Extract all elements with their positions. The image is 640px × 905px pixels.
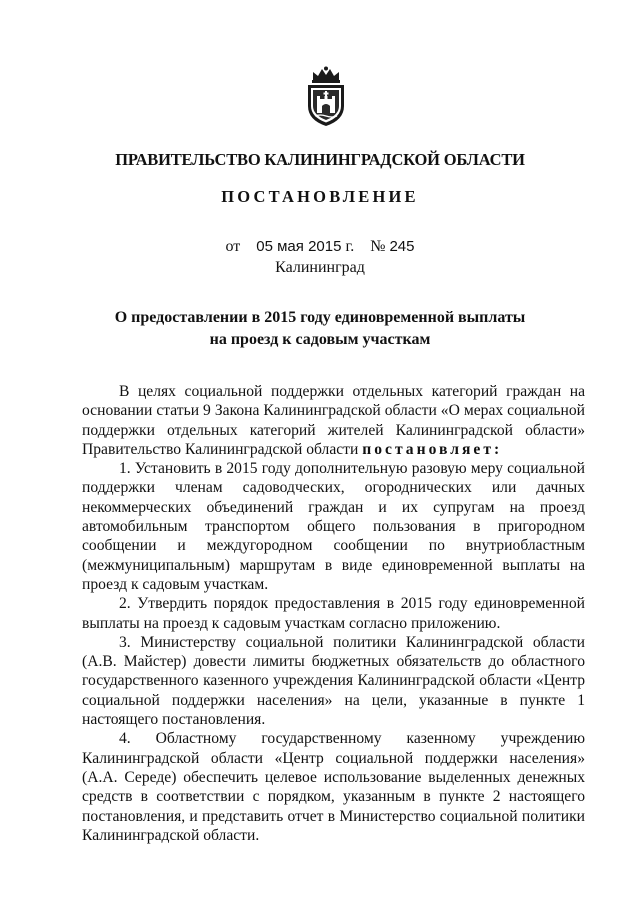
year-suffix: г. (345, 238, 355, 255)
kaliningrad-coat-of-arms-icon (303, 66, 349, 128)
document-type-title: ПОСТАНОВЛЕНИЕ (221, 187, 419, 206)
preamble-text: В целях социальной поддержки отдельных категорий граждан на основании статьи 9 Закона Калининградской области «О мерах социальной поддержки отдельных категорий жителей Калининградской области» Правительство Калининградской области (82, 383, 585, 458)
item-4-paragraph: 4. Областному государственному казенному учреждению Калининградской области «Центр социальной поддержки населения» (А.А. Середе) обеспечить целевое использование выделенных денежных средств в соответствии с порядком, указанным в пункте 2 настоящего постановления, и представить отчет в Министерство социальной политики Калининградской области. (82, 730, 585, 844)
preamble-paragraph (82, 382, 585, 459)
preamble-colon: : (493, 440, 503, 458)
document-number: 245 (389, 238, 415, 255)
document-subject (0, 307, 640, 351)
item-2-paragraph: 2. Утвердить порядок предоставления в 2015 году единовременной выплаты на проезд к садовым участкам согласно приложению. (82, 595, 585, 632)
number-label: № (370, 238, 386, 255)
date-line (0, 238, 640, 256)
document-body (82, 382, 585, 845)
date-prefix: от (225, 238, 241, 255)
item-3-paragraph: 3. Министерству социальной политики Калининградской области (А.В. Майстер) довести лимиты бюджетных обязательств до областного государственного казенного учреждения Калининградской области «Центр социальной поддержки населения» на цели, указанные в пункте 1 настоящего постановления. (82, 633, 585, 729)
item-1-paragraph: 1. Установить в 2015 году дополнительную разовую меру социальной поддержки членам садоводческих, огороднических или дачных некоммерческих объединений граждан и их супругам на проезд автомобильным транспортом общего пользования в пригородном сообщении и междугородном сообщении по внутриобластным (межмуниципальным) маршрутам в виде единовременной выплаты на проезд к садовым участкам. (82, 460, 585, 593)
preamble-verb: постановляет (362, 440, 494, 458)
subject-line-2: на проезд к садовым участкам (209, 331, 431, 348)
subject-line-1: О предоставлении в 2015 году единовременной выплаты (114, 309, 526, 326)
document-date: 05 мая 2015 (256, 238, 342, 255)
document-city: Калининград (275, 259, 365, 276)
government-title: ПРАВИТЕЛЬСТВО КАЛИНИНГРАДСКОЙ ОБЛАСТИ (115, 150, 525, 169)
